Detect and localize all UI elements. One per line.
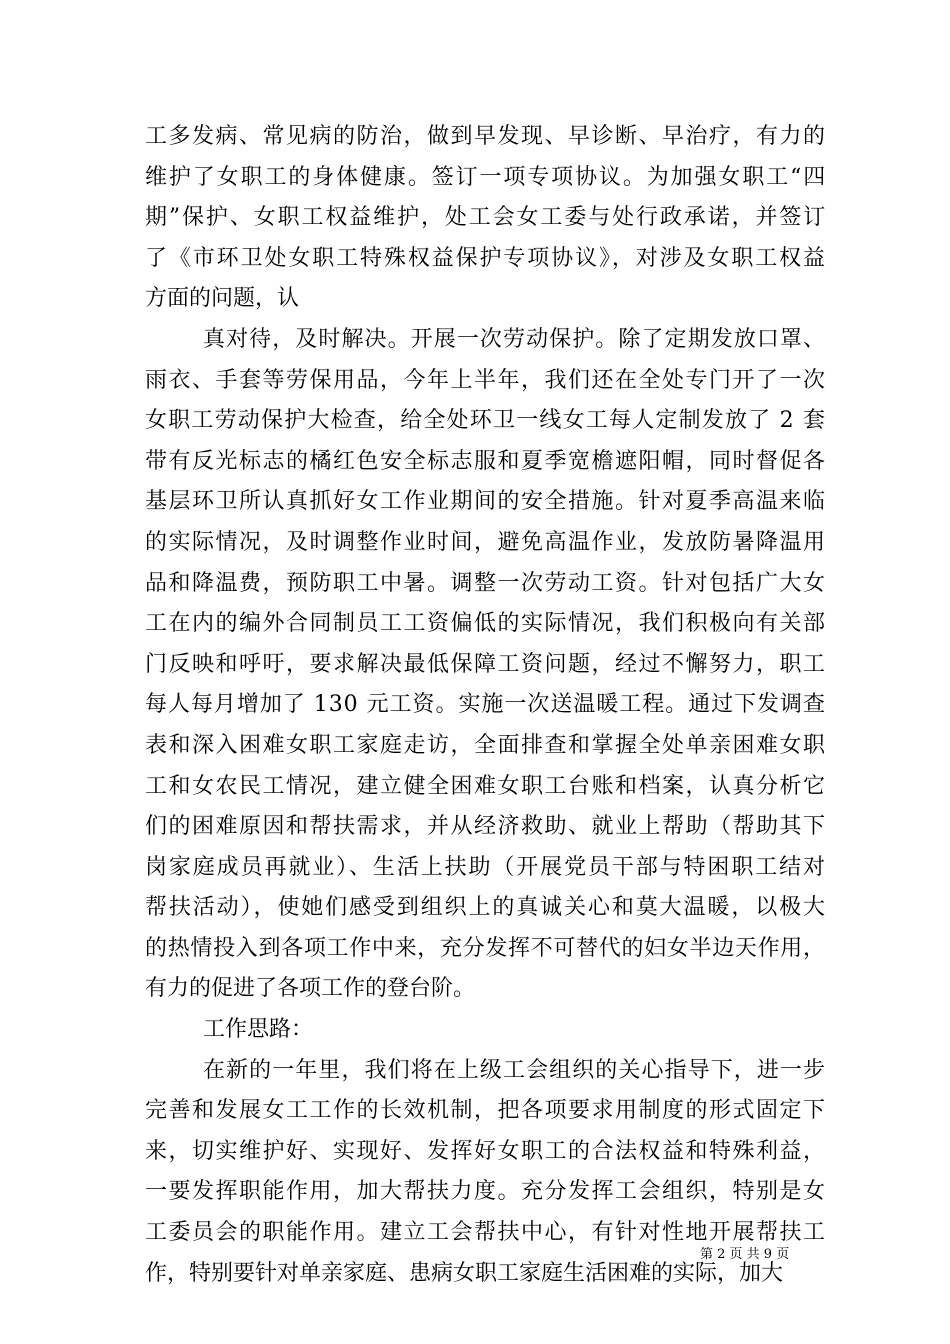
text-line: 工在内的编外合同制员工工资偏低的实际情况，我们积极向有关部 <box>145 611 827 637</box>
body-text <box>145 117 828 1294</box>
text-line: 帮扶活动），使她们感受到组织上的真诚关心和莫大温暖，以极大 <box>145 895 827 921</box>
text-line: 品和降温费，预防职工中暑。调整一次劳动工资。针对包括广大女 <box>145 570 827 596</box>
text-line: 有力的促进了各项工作的登台阶。 <box>145 976 476 1002</box>
text-line: 表和深入困难女职工家庭走访，全面排查和掌握全处单亲困难女职 <box>145 732 827 758</box>
text-line: 门反映和呼吁，要求解决最低保障工资问题，经过不懈努力，职工 <box>145 651 827 677</box>
text-line: 方面的问题，认 <box>145 286 300 312</box>
text-line: 带有反光标志的橘红色安全标志服和夏季宽檐遮阳帽，同时督促各 <box>145 448 827 474</box>
page-number-footer: 第 2 页 共 9 页 <box>700 1247 790 1262</box>
text-line: 的热情投入到各项工作中来，充分发挥不可替代的妇女半边天作用， <box>145 935 826 961</box>
text-line: 了《市环卫处女职工特殊权益保护专项协议》，对涉及女职工权益 <box>145 245 827 271</box>
text-line: 的实际情况，及时调整作业时间，避免高温作业，发放防暑降温用 <box>145 529 827 555</box>
text-line: 期”保护、女职工权益维护，处工会女工委与处行政承诺，并签订 <box>145 205 828 231</box>
text-line: 作，特别要针对单亲家庭、患病女职工家庭生活困难的实际，加大 <box>145 1260 784 1286</box>
text-line: 一要发挥职能作用，加大帮扶力度。充分发挥工会组织，特别是女 <box>145 1179 827 1205</box>
text-line: 们的困难原因和帮扶需求，并从经济救助、就业上帮助（帮助其下 <box>145 814 827 840</box>
text-line: 在新的一年里，我们将在上级工会组织的关心指导下，进一步 <box>203 1057 827 1083</box>
text-line: 完善和发展女工工作的长效机制，把各项要求用制度的形式固定下 <box>145 1098 827 1124</box>
text-line: 工多发病、常见病的防治，做到早发现、早诊断、早治疗，有力的 <box>145 124 827 149</box>
text-line: 女职工劳动保护大检查，给全处环卫一线女工每人定制发放了 2 套 <box>145 408 827 434</box>
text-line: 来，切实维护好、实现好、发挥好女职工的合法权益和特殊利益， <box>145 1138 827 1164</box>
text-line: 工委员会的职能作用。建立工会帮扶中心，有针对性地开展帮扶工 <box>145 1220 827 1246</box>
text-line: 基层环卫所认真抓好女工作业期间的安全措施。针对夏季高温来临 <box>145 489 827 515</box>
text-line: 岗家庭成员再就业）、生活上扶助（开展党员干部与特困职工结对 <box>145 854 827 880</box>
text-line: 维护了女职工的身体健康。签订一项专项协议。为加强女职工“四 <box>145 164 828 190</box>
text-line: 每人每月增加了 130 元工资。实施一次送温暖工程。通过下发调查 <box>145 692 826 718</box>
text-line: 真对待，及时解决。开展一次劳动保护。除了定期发放口罩、 <box>203 326 827 352</box>
text-line: 工和女农民工情况，建立健全困难女职工台账和档案，认真分析它 <box>145 773 827 799</box>
text-line: 雨衣、手套等劳保用品，今年上半年，我们还在全处专门开了一次 <box>145 367 827 393</box>
text-line: 工作思路： <box>203 1017 314 1043</box>
